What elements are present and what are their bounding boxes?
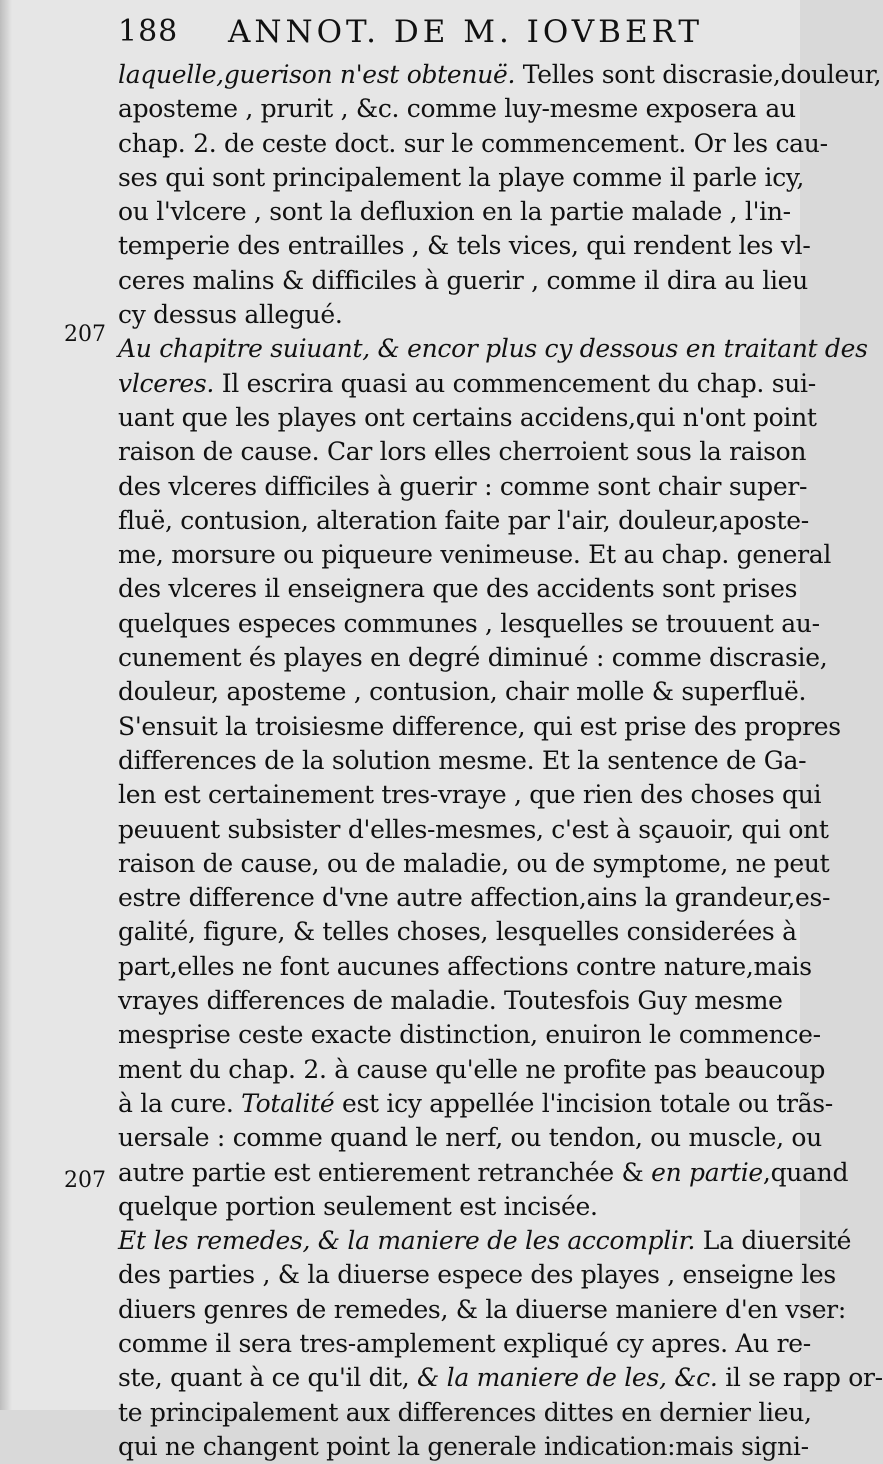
text-line: [118, 847, 830, 881]
roman-text: ceres malins & difficiles à guerir , comme il dira au lieu: [118, 265, 808, 295]
italic-phrase: & la maniere de les, &c.: [417, 1363, 718, 1393]
text-line: [118, 1430, 809, 1464]
roman-text: S'ensuit la troisiesme difference, qui est prise des propres: [118, 711, 841, 741]
roman-text: differences de la solution mesme. Et la sentence de Ga-: [118, 745, 807, 775]
roman-text: qui ne changent point la generale indication:mais signi-: [118, 1431, 809, 1461]
roman-text: ,quand: [762, 1157, 849, 1187]
text-line: [118, 195, 794, 229]
text-line: [118, 572, 798, 606]
italic-phrase: laquelle,guerison n'est obtenuë.: [118, 60, 516, 89]
roman-text: raison de cause, ou de maladie, ou de symptome, ne peut: [118, 848, 830, 878]
roman-text: est icy appellée l'incision totale ou trãs-: [334, 1088, 833, 1118]
italic-phrase: vlceres.: [118, 368, 215, 398]
text-line: [118, 298, 794, 332]
roman-text: quelques especes communes , lesquelles se trouuent au-: [118, 608, 820, 638]
italic-phrase: en partie: [651, 1157, 763, 1187]
text-line: [118, 161, 805, 195]
text-line: [118, 915, 797, 949]
roman-text: ste, quant à ce qu'il dit,: [118, 1363, 418, 1393]
text-line: [118, 1087, 833, 1121]
text-line: [118, 58, 882, 92]
margin-reference-1: 207: [64, 322, 106, 347]
roman-text: part,elles ne font aucunes affections contre nature,mais: [118, 951, 812, 981]
text-line: [118, 675, 807, 709]
roman-text: vrayes differences de maladie. Toutesfois Guy mesme: [118, 986, 783, 1016]
text-line: [118, 641, 828, 675]
roman-text: peuuent subsister d'elles-mesmes, c'est à sçauoir, qui ont: [118, 814, 829, 844]
roman-text: temperie des entrailles , & tels vices, qui rendent les vl-: [118, 231, 811, 261]
roman-text: des vlceres difficiles à guerir : comme sont chair super-: [118, 471, 808, 501]
roman-text: len est certainement tres-vraye , que rien des choses qui: [118, 780, 822, 810]
roman-text: estre difference d'vne autre affection,ains la grandeur,es-: [118, 883, 831, 913]
roman-text: comme il sera tres-amplement expliqué cy apres. Au re-: [118, 1328, 811, 1358]
text-line: [118, 470, 808, 504]
roman-text: aposteme , prurit , &c. comme luy-mesme exposera au: [118, 94, 796, 124]
text-line: [118, 92, 794, 126]
text-line: [118, 264, 808, 298]
roman-text: Telles sont discrasie,douleur,: [515, 60, 882, 89]
roman-text: galité, figure, & telles choses, lesquelles considerées à: [118, 917, 797, 947]
roman-text: à la cure.: [118, 1088, 242, 1118]
roman-text: raison de cause. Car lors elles cherroient sous la raison: [118, 437, 807, 467]
roman-text: cunement és playes en degré diminué : comme discrasie,: [118, 643, 828, 673]
text-line: [118, 607, 820, 641]
text-line: [118, 1121, 822, 1155]
roman-text: cy dessus allegué.: [118, 300, 343, 330]
text-line: [118, 504, 809, 538]
body-text: [118, 58, 883, 1464]
roman-text: La diuersité: [695, 1226, 852, 1256]
roman-text: ment du chap. 2. à cause qu'elle ne profite pas beaucoup: [118, 1054, 826, 1084]
text-line: [118, 984, 794, 1018]
roman-text: quelque portion seulement est incisée.: [118, 1191, 598, 1221]
roman-text: ses qui sont principalement la playe comme il parle icy,: [118, 162, 805, 192]
roman-text: douleur, aposteme , contusion, chair molle & superfluë.: [118, 677, 807, 707]
roman-text: Il escrira quasi au commencement du chap. sui-: [214, 368, 816, 398]
text-line: [118, 435, 807, 469]
text-line: [118, 1018, 821, 1052]
page-header: [118, 14, 798, 54]
roman-text: fluë, contusion, alteration faite par l'air, douleur,aposte-: [118, 505, 809, 535]
text-line: [118, 1190, 794, 1224]
roman-text: chap. 2. de ceste doct. sur le commencement. Or les cau-: [118, 128, 828, 158]
text-line: [118, 1327, 811, 1361]
page-number: 188: [118, 14, 179, 49]
text-line: [118, 127, 828, 161]
text-line: [118, 332, 868, 366]
roman-text: des parties , & la diuerse espece des playes , enseigne les: [118, 1260, 836, 1290]
text-line: [118, 1396, 812, 1430]
roman-text: il se rapp or-: [717, 1363, 883, 1393]
roman-text: diuers genres de remedes, & la diuerse maniere d'en vser:: [118, 1294, 846, 1324]
gutter-shadow: [0, 0, 12, 1410]
roman-text: ou l'vlcere , sont la defluxion en la partie malade , l'in-: [118, 197, 791, 227]
italic-phrase: Totalité: [241, 1088, 335, 1118]
roman-text: uersale : comme quand le nerf, ou tendon, ou muscle, ou: [118, 1123, 822, 1153]
text-line: [118, 813, 829, 847]
roman-text: autre partie est entierement retranchée &: [118, 1157, 652, 1187]
text-line: [118, 744, 807, 778]
text-line: [118, 778, 822, 812]
roman-text: me, morsure ou piqueure venimeuse. Et au chap. general: [118, 540, 832, 570]
text-line: [118, 881, 831, 915]
roman-text: des vlceres il enseignera que des accidents sont prises: [118, 574, 798, 604]
roman-text: uant que les playes ont certains accidens,qui n'ont point: [118, 402, 817, 432]
text-line: [118, 538, 832, 572]
text-line: [118, 367, 816, 401]
text-line: [118, 401, 817, 435]
text-line: [118, 1293, 846, 1327]
text-line: [118, 1053, 826, 1087]
italic-phrase: Au chapitre suiuant, & encor plus cy dessous en traitant des: [118, 334, 868, 364]
margin-reference-2: 207: [64, 1168, 106, 1193]
text-line: [118, 950, 812, 984]
roman-text: te principalement aux differences dittes en dernier lieu,: [118, 1397, 812, 1427]
text-line: [118, 1258, 836, 1292]
text-line: [118, 229, 811, 263]
text-line: [118, 1361, 883, 1395]
text-line: [118, 1156, 849, 1190]
text-line: [118, 1224, 852, 1258]
italic-phrase: Et les remedes, & la maniere de les accomplir.: [118, 1226, 696, 1256]
running-title: ANNOT. DE M. IOVBERT: [228, 14, 704, 50]
text-line: [118, 710, 841, 744]
roman-text: mesprise ceste exacte distinction, enuiron le commence-: [118, 1020, 821, 1050]
